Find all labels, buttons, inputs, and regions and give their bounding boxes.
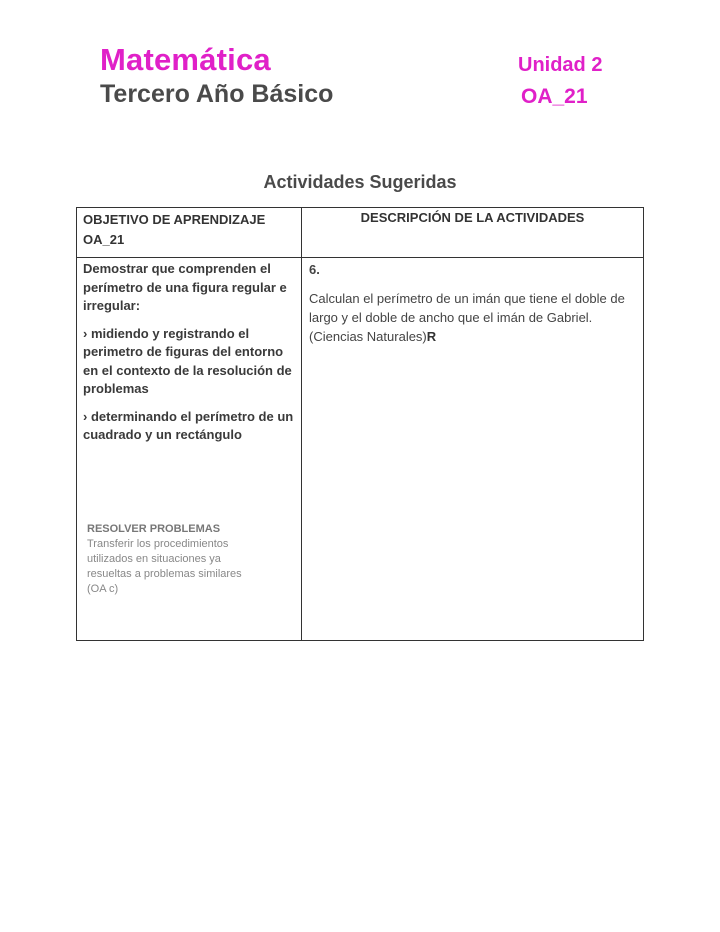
skill-text: Transferir los procedimientos utilizados en situaciones ya resueltas a problemas similares [87,538,242,580]
objective-cell [77,258,302,641]
skill-box [87,522,257,597]
activity-number: 6. [309,262,320,277]
objective-intro: Demostrar que comprenden el perímetro de una figura regular e irregular: [83,261,287,313]
activities-table [76,207,644,641]
oa-label: OA_21 [521,85,588,108]
unit-label: Unidad 2 [518,54,603,76]
grade-subtitle: Tercero Año Básico [100,80,334,108]
table-header-row [77,208,644,258]
activity-text: Calculan el perímetro de un imán que tiene el doble de largo y el doble de ancho que el imán de Gabriel. (Ciencias Naturales)R [309,291,625,344]
description-cell [302,258,644,641]
section-title: Actividades Sugeridas [263,172,457,192]
subject-title: Matemática [100,42,271,77]
skill-title: RESOLVER PROBLEMAS [87,523,221,535]
objective-bullet: › midiendo y registrando el perimetro de figuras del entorno en el contexto de la resolución de problemas [83,325,292,396]
activity-suffix: R [426,329,437,344]
objective-header-code: OA_21 [83,232,125,247]
objective-bullet: › determinando el perímetro de un cuadrado y un rectángulo [83,408,294,442]
objective-header-cell [77,208,302,258]
description-header-cell [302,208,644,258]
skill-ref: (OA c) [87,583,119,595]
description-header-label: DESCRIPCIÓN DE LA ACTIVIDADES [360,210,585,225]
objective-header-label: OBJETIVO DE APRENDIZAJE [83,212,266,227]
table-row [77,258,644,641]
